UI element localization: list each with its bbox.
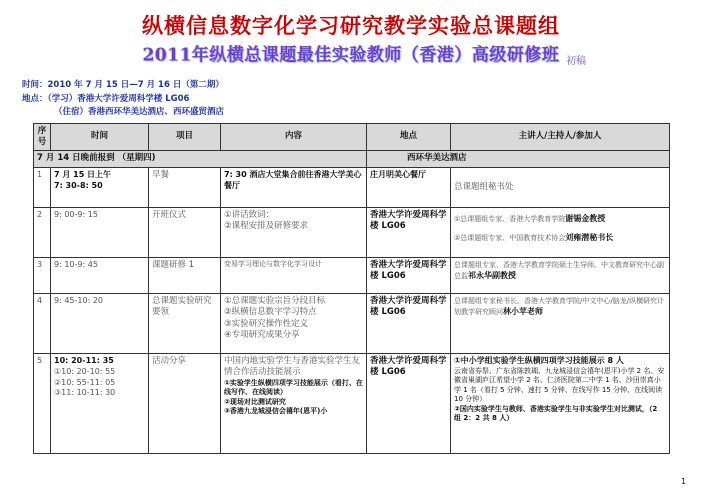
time-line-text: 10: 20-11: 35 (54, 356, 114, 365)
draft-label: 初稿 (566, 56, 586, 67)
time-line-text: ①10: 20-10: 55 (54, 366, 116, 376)
row-content (221, 354, 367, 454)
row-num: 1 (34, 168, 51, 208)
row-content (221, 294, 367, 354)
content-line: ①讲话致词： (224, 210, 275, 220)
content-line: ④专项研究成果分享 (224, 330, 300, 341)
row-content (221, 208, 367, 258)
table-row (34, 294, 670, 354)
row-people: 总课题组秘书处 (451, 168, 670, 208)
row-item: 课题研修 1 (149, 258, 221, 294)
row-item: 开班仪式 (149, 208, 221, 258)
content-line: ②纵横信息数字学习特点 (224, 307, 317, 318)
time-line-text: 7: 30-8: 50 (54, 180, 103, 190)
row-time (51, 168, 149, 208)
table-header-row (34, 124, 670, 151)
content-line: ②课程安排及研修要求 (224, 221, 309, 232)
people-line: 云南省券祭、广东省陈敦瑚、九龙城浸信会禧年(恩平)小学 2 名、安徽省巢湖庐江希望小学 2 名、仁济医院第二中学 1 名、沙田崇真小学 1 名（看打 5 分钟、速打 5 分钟、在线写作 15 分钟、在线阅读 10 分钟） (454, 366, 665, 404)
people-role: ②总课题组专家、中国教育技术协会 (454, 233, 566, 242)
row-item: 活动分享 (149, 354, 221, 454)
row-num: 2 (34, 208, 51, 258)
table-row (34, 208, 670, 258)
document-title: 纵横信息数字化学习研究教学实验总课题组 (142, 13, 560, 38)
content-line: ①实验学生纵横四项学习技能展示（看打、在线写作、在线阅读） (224, 378, 363, 397)
day-bar-right: 西环华美达酒店 (367, 151, 670, 168)
people-name: 刘雍潜秘书长 (565, 232, 614, 242)
people-role: 总课题组专家秘书长、香港大学教育学院/中文中心/脑龙/纵横研究计划教学研究顾问 (454, 297, 665, 316)
row-place: 香港大学许爱周科学楼 LG06 (367, 294, 451, 354)
content-line: ①总课题实验宗旨分段目标 (224, 296, 326, 306)
content-line: 中国内地实验学生与香港实验学生友情合作活动技能展示 (224, 356, 361, 378)
header-content: 内容 (221, 124, 367, 151)
people-name: 谢锡金教授 (565, 214, 606, 223)
row-time: 9: 00-9: 15 (51, 208, 149, 258)
row-people (451, 294, 670, 354)
row-time: 9: 10-9: 45 (51, 258, 149, 294)
row-num: 5 (34, 354, 51, 454)
page-number: 1 (681, 477, 687, 486)
row-content: 7: 30 酒店大堂集合前往香港大学美心餐厅 (221, 168, 367, 208)
people-line: ②国内实验学生与教师、香港实验学生与非实验学生对比测试，（2 组 2：2 共 8 人） (454, 404, 658, 422)
time-line-text: ③11: 10-11: 30 (54, 388, 116, 398)
row-item: 早餐 (149, 168, 221, 208)
lodging-line: （住宿）香港西环华美达酒店、西环盛贸酒店 (54, 107, 225, 117)
header-item: 项目 (149, 124, 221, 151)
row-place: 香港大学许爱周科学楼 LG06 (367, 258, 451, 294)
row-place: 香港大学许爱周科学楼 LG06 (367, 354, 451, 454)
people-name: 林小苹老师 (503, 306, 543, 316)
row-place: 庄月明美心餐厅 (367, 168, 451, 208)
header-num: 序号 (34, 124, 51, 151)
header-people: 主讲人/主持人/参加人 (451, 124, 670, 151)
content-line: ③实验研究操作性定义 (224, 318, 309, 329)
people-role: 总课题组专家、香港大学教育学院硕士生导师、中文教育研究中心副总监 (454, 261, 664, 280)
row-people (451, 258, 670, 294)
people-role: ①总课题组专家、香港大学教育学院 (454, 215, 566, 223)
row-num: 4 (34, 294, 51, 354)
row-time: 9: 45-10: 20 (51, 294, 149, 354)
header-time: 时间 (51, 124, 149, 151)
row-people (451, 354, 670, 454)
schedule-table (33, 123, 670, 454)
time-line-text: ②10: 55-11: 05 (54, 377, 116, 387)
row-content: 变易学习理论与数字化学习设计 (221, 258, 367, 294)
content-line: ③香港九龙城浸信会禧年(恩平)小 (224, 407, 328, 416)
row-num: 3 (34, 258, 51, 294)
venue-line: 地点：（学习）香港大学许爱周科学楼 LG06 (22, 94, 190, 104)
day-bar-row (34, 151, 670, 168)
day-bar-left: 7 月 14 日晚前报到 （星期四) (34, 151, 367, 168)
people-name: 祁永华副教授 (468, 270, 516, 280)
row-item: 总课题实验研究要领 (149, 294, 221, 354)
row-time (51, 354, 149, 454)
table-row (34, 354, 670, 454)
row-people (451, 208, 670, 258)
table-row (34, 258, 670, 294)
time-line: 时间：2010 年 7 月 15 日—7 月 16 日（第二期） (22, 80, 224, 90)
people-line: ①中小学组实验学生纵横四项学习技能展示 8 人 (454, 356, 624, 365)
table-row (34, 168, 670, 208)
header-place: 地点 (367, 124, 451, 151)
time-line-text: 7 月 15 日上午 (54, 170, 112, 179)
row-place: 香港大学许爱周科学楼 LG06 (367, 208, 451, 258)
content-line: ②现场对比测试研究 (224, 397, 286, 406)
document-subtitle: 2011年纵横总课题最佳实验教师（香港）高级研修班 (142, 44, 560, 66)
